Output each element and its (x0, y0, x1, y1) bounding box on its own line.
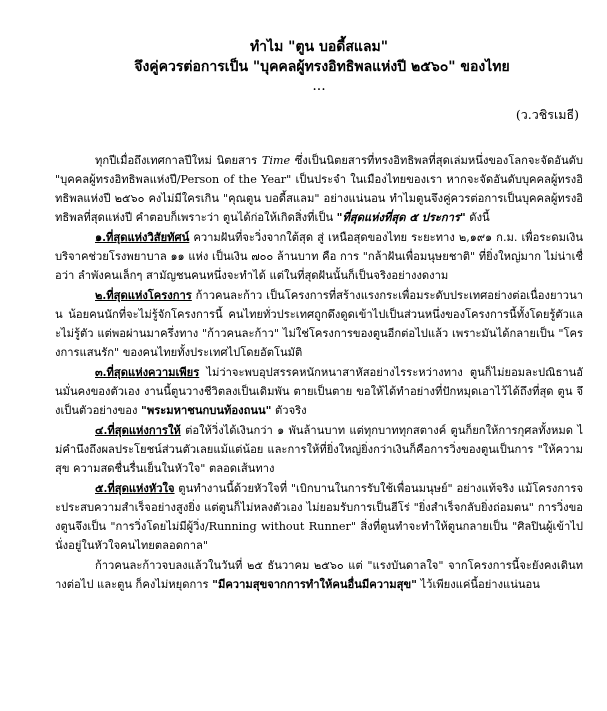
magazine-name: Time (261, 154, 291, 167)
point-heading-5: ๕.ที่สุดแห่งหัวใจ (95, 481, 175, 495)
point-paragraph-1 (55, 228, 583, 285)
point-heading-1: ๑.ที่สุดแห่งวิสัยทัศน์ (95, 230, 190, 244)
point-paragraph-3 (55, 363, 583, 420)
point-text-5: ตูนทำงานนี้ด้วยหัวใจที่ "เบิกบานในการรับใช้เพื่อนมนุษย์" อย่างแท้จริง แม้โครงการจะประสบความสำเร็จอย่างสูงยิ่ง แต่ตูนก็ไม่หลงตัวเอง ไม่ยอมรับการเป็นฮีโร่ "ยิ่งสำเร็จกลับยิ่งถ่อมตน" การวิ่งของตูนจึงเป็น "การวิ่งโดยไม่มีผู้วิ่ง/Running without Runner" สิ่งที่ตูนทำจะทำให้ตูนกลายเป็น "ศิลปินผู้เข้าไปนั่งอยู่ในหัวใจคนไทยตลอดกาล" (55, 482, 583, 552)
intro-text-c: ดังนี้ (465, 211, 490, 224)
closing-text-a: ก้าวคนละก้าวจบลงแล้วในวันที่ ๒๕ ธันวาคม ๒๕๖๐ แต่ "แรงบันดาลใจ" จากโครงการนี้จะยังคงเดินทางต่อไป และตูน ก็คงไม่หยุดการ (55, 559, 583, 591)
intro-paragraph (55, 151, 583, 227)
closing-text-b: ไว้เพียงแค่นี้อย่างแน่นอน (416, 578, 540, 591)
title-ellipsis: ... (312, 78, 326, 94)
point-text-2: ก้าวคนละก้าว เป็นโครงการที่สร้างแรงกระเพื่อมระดับประเทศอย่างต่อเนื่องยาวนาน น้อยคนนักที่จะไม่รู้จักโครงการนี้ คนไทยทั่วประเทศถูกดึงดูดเข้าไปเป็นส่วนหนึ่งของโครงการนี้ทั้งโดยรู้ตัวและไม่รู้ตัว แต่พอผ่านมาครึ่งทาง "ก้าวคนละก้าว" ไม่ใช่โครงการของตูนอีกต่อไปแล้ว เพราะมันได้กลายเป็น "โครงการแสนรัก" ของคนไทยทั้งประเทศไปโดยอัตโนมัติ (55, 289, 583, 359)
author-name: (ว.วชิรเมธี) (515, 107, 579, 122)
point-text-3a: ไม่ว่าจะพบอุปสรรคหนักหนาสาหัสอย่างไรระหว่างทาง ตูนก็ไม่ยอมละปณิธานอันมั่นคงของตัวเอง งานนี้ตูนวางชีวิตลงเป็นเดิมพัน ตายเป็นตาย ขอให้ได้ทำอย่างที่ปักหมุดเอาไว้ได้ถึงที่สุด ตูน จึงเป็นตัวอย่างของ (55, 366, 583, 417)
intro-text-a: ทุกปีเมื่อถึงเทศกาลปีใหม่ นิตยสาร (95, 154, 262, 167)
point-heading-3: ๓.ที่สุดแห่งความเพียร (95, 365, 200, 379)
point-paragraph-2 (55, 286, 583, 362)
point-paragraph-4 (55, 421, 583, 478)
intro-emphasis: "ที่สุดแห่งที่สุด ๕ ประการ" (336, 210, 466, 224)
point-text-1: ความฝันที่จะวิ่งจากใต้สุด สู่ เหนือสุดของไทย ระยะทาง ๒,๑๙๑ ก.ม. เพื่อระดมเงินบริจาคช่วยโรงพยาบาล ๑๑ แห่ง เป็นเงิน ๗๐๐ ล้านบาท คือ การ "กล้าฝันเพื่อมนุษยชาติ" ที่ยิ่งใหญ่มาก ไม่น่าเชื่อว่า ลำพังคนเล็กๆ สามัญชนคนหนึ่งจะทำได้ แต่ในที่สุดฝันนั้นก็เป็นจริงอย่างงดงาม (55, 231, 583, 282)
intro-text-b: ซึ่งเป็นนิตยสารที่ทรงอิทธิพลที่สุดเล่มหนึ่งของโลกจะจัดอันดับ "บุคคลผู้ทรงอิทธิพลแห่งปี/Person of the Year" เป็นประจำ ในเมืองไทยของเรา หากจะจัดอันดับบุคคลผู้ทรงอิทธิพลแห่งปี ๒๕๖๐ คงไม่มีใครเกิน "คุณตูน บอดี้สแลม" อย่างแน่นอน ทำไมตูนจึงคู่ควรต่อการเป็นบุคคลผู้ทรงอิทธิพลที่สุดแห่งปี คำตอบก็เพราะว่า ตูนได้ก่อให้เกิดสิ่งที่เป็น (55, 154, 583, 224)
closing-bold: "มีความสุขจากการทำให้คนอื่นมีความสุข" (212, 577, 417, 591)
point-heading-4: ๔.ที่สุดแห่งการให้ (95, 423, 181, 437)
title-line-2: จึงคู่ควรต่อการเป็น "บุคคลผู้ทรงอิทธิพลแห่งปี ๒๕๖๐" ของไทย (134, 59, 510, 75)
closing-paragraph (55, 556, 583, 594)
point-heading-2: ๒.ที่สุดแห่งโครงการ (95, 288, 192, 302)
point-bold-3: "พระมหาชนกบนท้องถนน" (141, 403, 272, 417)
title-line-1: ทำไม "ตูน บอดี้สแลม" (249, 39, 389, 55)
point-text-4: ต่อให้วิ่งได้เงินกว่า ๑ พันล้านบาท แต่ทุกบาททุกสตางค์ ตูนก็ยกให้การกุศลทั้งหมด ไม่คำนึงถึงผลประโยชน์ส่วนตัวเลยแม้แต่น้อย และการให้ที่ยิ่งใหญ่ยิ่งกว่าเงินก็คือการวิ่งของตูนเป็นการ "ให้ความสุข ความสดชื่นรื่นเย็นในหัวใจ" ตลอดเส้นทาง (55, 424, 583, 475)
point-paragraph-5 (55, 479, 583, 555)
point-text-3b: ตัวจริง (271, 404, 307, 417)
